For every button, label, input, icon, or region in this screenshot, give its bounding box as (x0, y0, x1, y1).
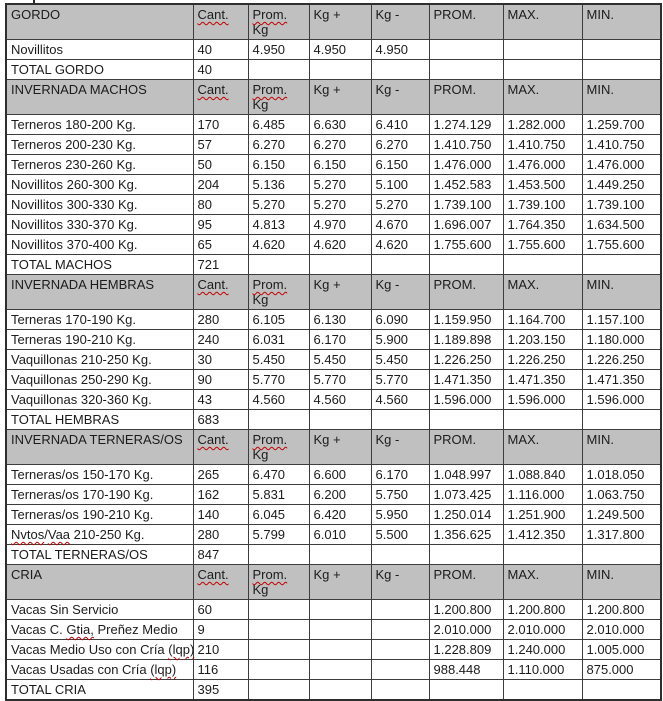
table-row (6, 465, 661, 485)
cell-max[interactable]: 1.203.150 (503, 330, 582, 350)
cell-kg-mas[interactable]: 6.010 (309, 525, 371, 545)
spellcheck-underline: (lqp) (168, 642, 195, 657)
column-header[interactable]: Kg - (371, 275, 429, 310)
cell-prom[interactable]: 1.739.100 (429, 195, 503, 215)
cell-max[interactable]: 1.755.600 (503, 235, 582, 255)
cell-total-label[interactable]: TOTAL GORDO (6, 60, 193, 80)
cell-category[interactable]: Novillitos 260-300 Kg. (6, 175, 193, 195)
cell-cant[interactable]: 9 (193, 620, 248, 640)
cell-min[interactable]: 1.200.800 (582, 600, 661, 620)
cell-min[interactable]: 1.476.000 (582, 155, 661, 175)
column-header[interactable]: MAX. (503, 80, 582, 115)
cell-prom-kg[interactable] (248, 255, 309, 275)
cell-kg-mas[interactable]: 6.130 (309, 310, 371, 330)
column-header[interactable]: PROM. (429, 430, 503, 465)
cell-kg-menos[interactable] (371, 660, 429, 680)
cell-prom[interactable]: 1.189.898 (429, 330, 503, 350)
cell-min[interactable]: 1.226.250 (582, 350, 661, 370)
table-row (6, 215, 661, 235)
column-header[interactable]: Kg + (309, 565, 371, 600)
cell-cant[interactable]: 170 (193, 115, 248, 135)
cell-max[interactable]: 1.476.000 (503, 155, 582, 175)
spellcheck-underline: Cant. (197, 7, 229, 22)
cell-min[interactable]: 1.018.050 (582, 465, 661, 485)
cell-min[interactable] (582, 40, 661, 60)
cell-category[interactable]: Vaquillonas 250-290 Kg. (6, 370, 193, 390)
cell-max[interactable]: 1.226.250 (503, 350, 582, 370)
cell-max[interactable]: 1.471.350 (503, 370, 582, 390)
cell-cant[interactable]: 40 (193, 40, 248, 60)
cell-kg-menos[interactable]: 6.150 (371, 155, 429, 175)
column-header[interactable] (193, 430, 248, 465)
cell-cant[interactable]: 65 (193, 235, 248, 255)
column-header[interactable]: PROM. (429, 275, 503, 310)
cell-total-label[interactable]: TOTAL TERNERAS/OS (6, 545, 193, 565)
cell-prom[interactable]: 1.755.600 (429, 235, 503, 255)
cell-cant[interactable]: 140 (193, 505, 248, 525)
column-header[interactable]: PROM. (429, 80, 503, 115)
cell-max[interactable] (503, 545, 582, 565)
table-row (6, 620, 661, 640)
spellcheck-underline: Prom. (252, 82, 288, 97)
table-row (6, 40, 661, 60)
cell-prom-kg[interactable]: 5.799 (248, 525, 309, 545)
column-header[interactable]: Kg + (309, 430, 371, 465)
column-header[interactable]: MAX. (503, 430, 582, 465)
cell-prom-kg[interactable]: 4.950 (248, 40, 309, 60)
cell-max[interactable]: 1.240.000 (503, 640, 582, 660)
cell-prom[interactable]: 1.226.250 (429, 350, 503, 370)
cell-prom-kg[interactable]: 4.813 (248, 215, 309, 235)
cell-max[interactable] (503, 40, 582, 60)
cell-kg-mas[interactable]: 6.150 (309, 155, 371, 175)
table-row (6, 525, 661, 545)
cell-category[interactable]: Vaquillonas 210-250 Kg. (6, 350, 193, 370)
total-row (6, 255, 661, 275)
table-row (6, 640, 661, 660)
cell-cant[interactable]: 162 (193, 485, 248, 505)
cell-prom[interactable]: 2.010.000 (429, 620, 503, 640)
cell-prom[interactable]: 1.250.014 (429, 505, 503, 525)
cell-min[interactable]: 1.180.000 (582, 330, 661, 350)
cell-kg-mas[interactable]: 4.560 (309, 390, 371, 410)
cell-min[interactable]: 1.259.700 (582, 115, 661, 135)
cell-cant[interactable]: 80 (193, 195, 248, 215)
cell-kg-menos[interactable]: 5.950 (371, 505, 429, 525)
cell-kg-menos[interactable]: 5.500 (371, 525, 429, 545)
section-title[interactable]: INVERNADA TERNERAS/OS (6, 430, 193, 465)
cell-prom-kg[interactable]: 6.105 (248, 310, 309, 330)
cell-prom[interactable]: 1.410.750 (429, 135, 503, 155)
table-row (6, 135, 661, 155)
cell-cant[interactable]: 95 (193, 215, 248, 235)
cell-prom-kg[interactable]: 6.470 (248, 465, 309, 485)
section-header-row (6, 80, 661, 115)
cell-kg-menos[interactable]: 6.170 (371, 465, 429, 485)
cell-max[interactable]: 1.412.350 (503, 525, 582, 545)
cell-kg-mas[interactable]: 6.200 (309, 485, 371, 505)
cell-prom[interactable]: 1.356.625 (429, 525, 503, 545)
cell-prom[interactable]: 1.159.950 (429, 310, 503, 330)
cell-min[interactable]: 1.739.100 (582, 195, 661, 215)
table-row (6, 600, 661, 620)
cell-prom-kg[interactable]: 5.270 (248, 195, 309, 215)
cell-prom[interactable]: 1.471.350 (429, 370, 503, 390)
cell-cant[interactable]: 60 (193, 600, 248, 620)
column-header[interactable]: Prom. Kg (248, 275, 309, 310)
table-row (6, 175, 661, 195)
cell-kg-mas[interactable] (309, 620, 371, 640)
column-header[interactable] (193, 4, 248, 40)
cell-kg-mas[interactable]: 5.270 (309, 175, 371, 195)
cell-category[interactable]: Novillitos 330-370 Kg. (6, 215, 193, 235)
cell-max[interactable]: 1.110.000 (503, 660, 582, 680)
cell-prom-kg[interactable]: 5.136 (248, 175, 309, 195)
cell-prom[interactable] (429, 255, 503, 275)
cell-prom-kg[interactable] (248, 410, 309, 430)
cell-kg-mas[interactable]: 4.620 (309, 235, 371, 255)
table-row (6, 330, 661, 350)
column-header[interactable]: Kg - (371, 4, 429, 40)
column-header[interactable]: PROM. (429, 4, 503, 40)
cell-max[interactable] (503, 60, 582, 80)
cell-kg-menos[interactable] (371, 620, 429, 640)
cell-category[interactable]: Nvtos/Vaa 210-250 Kg. (6, 525, 193, 545)
column-header[interactable]: Kg + (309, 275, 371, 310)
cell-kg-mas[interactable]: 5.770 (309, 370, 371, 390)
cell-kg-mas[interactable]: 5.270 (309, 195, 371, 215)
column-header[interactable]: PROM. (429, 565, 503, 600)
cell-max[interactable]: 1.739.100 (503, 195, 582, 215)
cell-kg-menos[interactable]: 4.670 (371, 215, 429, 235)
cell-prom-kg[interactable] (248, 60, 309, 80)
cell-category[interactable]: Vacas Sin Servicio (6, 600, 193, 620)
cell-prom[interactable]: 988.448 (429, 660, 503, 680)
column-header[interactable] (193, 275, 248, 310)
cell-kg-menos[interactable] (371, 600, 429, 620)
cell-cant[interactable]: 90 (193, 370, 248, 390)
cell-kg-mas[interactable] (309, 660, 371, 680)
cell-cant[interactable]: 280 (193, 310, 248, 330)
cell-total-label[interactable]: TOTAL CRIA (6, 680, 193, 701)
cell-kg-menos[interactable]: 5.750 (371, 485, 429, 505)
column-header[interactable]: MAX. (503, 4, 582, 40)
table-row (6, 310, 661, 330)
cell-kg-mas[interactable] (309, 60, 371, 80)
cell-kg-mas[interactable]: 6.600 (309, 465, 371, 485)
cell-min[interactable]: 2.010.000 (582, 620, 661, 640)
cell-kg-menos[interactable] (371, 255, 429, 275)
column-header[interactable]: MIN. (582, 4, 661, 40)
column-header[interactable] (193, 565, 248, 600)
cell-prom[interactable]: 1.228.809 (429, 640, 503, 660)
cell-prom[interactable]: 1.696.007 (429, 215, 503, 235)
cell-kg-menos[interactable] (371, 60, 429, 80)
cell-prom-kg[interactable] (248, 640, 309, 660)
cell-cant[interactable]: 50 (193, 155, 248, 175)
cell-cant[interactable]: 43 (193, 390, 248, 410)
cell-max[interactable]: 1.088.840 (503, 465, 582, 485)
total-row (6, 410, 661, 430)
cell-prom-kg[interactable]: 4.560 (248, 390, 309, 410)
cell-kg-mas[interactable] (309, 640, 371, 660)
table-row (6, 350, 661, 370)
cell-cant[interactable]: 116 (193, 660, 248, 680)
spellcheck-underline: Vaa (47, 527, 71, 542)
cell-max[interactable] (503, 680, 582, 701)
cell-category[interactable]: Terneras/os 190-210 Kg. (6, 505, 193, 525)
table-row (6, 390, 661, 410)
cell-max[interactable] (503, 410, 582, 430)
section-title[interactable]: INVERNADA MACHOS (6, 80, 193, 115)
cell-prom-kg[interactable]: 5.770 (248, 370, 309, 390)
cell-cant[interactable]: 30 (193, 350, 248, 370)
cell-max[interactable]: 1.116.000 (503, 485, 582, 505)
cell-min[interactable]: 1.596.000 (582, 390, 661, 410)
table-row (6, 505, 661, 525)
cell-kg-mas[interactable]: 4.950 (309, 40, 371, 60)
cell-kg-mas[interactable]: 6.630 (309, 115, 371, 135)
section-title[interactable]: CRIA (6, 565, 193, 600)
column-header[interactable]: Kg + (309, 80, 371, 115)
cell-min[interactable] (582, 680, 661, 701)
cell-prom[interactable]: 1.073.425 (429, 485, 503, 505)
cell-min[interactable]: 1.449.250 (582, 175, 661, 195)
spellcheck-underline: Prom. (252, 567, 288, 582)
cell-prom[interactable]: 1.200.800 (429, 600, 503, 620)
cell-max[interactable]: 1.164.700 (503, 310, 582, 330)
table-row (6, 115, 661, 135)
cell-prom[interactable]: 1.452.583 (429, 175, 503, 195)
cell-max[interactable]: 1.200.800 (503, 600, 582, 620)
cell-category[interactable]: Novillitos 370-400 Kg. (6, 235, 193, 255)
column-header[interactable]: Kg - (371, 565, 429, 600)
column-header[interactable]: Prom. Kg (248, 430, 309, 465)
section-header-row (6, 430, 661, 465)
cell-max[interactable]: 1.596.000 (503, 390, 582, 410)
spellcheck-underline: Cant. (197, 567, 229, 582)
cell-max[interactable]: 1.282.000 (503, 115, 582, 135)
table-row (6, 485, 661, 505)
cell-category[interactable]: Terneros 180-200 Kg. (6, 115, 193, 135)
cell-prom-kg[interactable]: 6.045 (248, 505, 309, 525)
cell-prom[interactable]: 1.048.997 (429, 465, 503, 485)
total-row (6, 680, 661, 701)
cell-category[interactable]: Vacas Medio Uso con Cría (lqp) (6, 640, 193, 660)
cell-min[interactable]: 1.317.800 (582, 525, 661, 545)
cell-kg-mas[interactable]: 5.450 (309, 350, 371, 370)
cell-max[interactable]: 1.251.900 (503, 505, 582, 525)
cell-kg-mas[interactable] (309, 410, 371, 430)
cell-kg-menos[interactable]: 4.620 (371, 235, 429, 255)
cell-min[interactable]: 1.249.500 (582, 505, 661, 525)
cell-total-label[interactable]: TOTAL MACHOS (6, 255, 193, 275)
spellcheck-underline: Cant. (197, 432, 229, 447)
cell-min[interactable]: 875.000 (582, 660, 661, 680)
spellcheck-underline: Prom. (252, 277, 288, 292)
section-header-row (6, 4, 661, 40)
cell-category[interactable]: Terneras 190-210 Kg. (6, 330, 193, 350)
cell-category[interactable]: Vacas Usadas con Cría (lqp) (6, 660, 193, 680)
table-row (6, 660, 661, 680)
cell-min[interactable] (582, 545, 661, 565)
cell-total-cant[interactable]: 847 (193, 545, 248, 565)
section-title[interactable]: GORDO (6, 4, 193, 40)
column-header[interactable]: MIN. (582, 430, 661, 465)
column-header[interactable]: Prom. Kg (248, 565, 309, 600)
cell-cant[interactable]: 265 (193, 465, 248, 485)
cell-prom[interactable] (429, 545, 503, 565)
spellcheck-underline: (lqp) (150, 662, 177, 677)
cell-cant[interactable]: 210 (193, 640, 248, 660)
column-header[interactable]: Kg - (371, 80, 429, 115)
column-header[interactable]: MIN. (582, 565, 661, 600)
cell-kg-mas[interactable] (309, 545, 371, 565)
cell-kg-menos[interactable] (371, 640, 429, 660)
cell-category[interactable]: Terneras 170-190 Kg. (6, 310, 193, 330)
column-header[interactable]: Kg - (371, 430, 429, 465)
cell-kg-menos[interactable]: 4.560 (371, 390, 429, 410)
cell-prom-kg[interactable]: 5.831 (248, 485, 309, 505)
cell-kg-mas[interactable]: 4.970 (309, 215, 371, 235)
cell-category[interactable]: Terneras/os 150-170 Kg. (6, 465, 193, 485)
spellcheck-underline: Nvtos (11, 527, 45, 542)
cell-max[interactable]: 1.453.500 (503, 175, 582, 195)
spellcheck-underline: Cant. (197, 82, 229, 97)
cell-prom-kg[interactable] (248, 680, 309, 701)
total-row (6, 60, 661, 80)
cell-kg-menos[interactable] (371, 680, 429, 701)
cell-prom[interactable] (429, 410, 503, 430)
column-header[interactable]: Kg + (309, 4, 371, 40)
section-title[interactable]: INVERNADA HEMBRAS (6, 275, 193, 310)
cell-min[interactable] (582, 60, 661, 80)
cell-kg-menos[interactable]: 5.770 (371, 370, 429, 390)
column-header[interactable]: MAX. (503, 275, 582, 310)
cell-prom[interactable]: 1.274.129 (429, 115, 503, 135)
cell-kg-mas[interactable]: 6.420 (309, 505, 371, 525)
cell-cant[interactable]: 204 (193, 175, 248, 195)
cell-category[interactable]: Novillitos (6, 40, 193, 60)
cell-kg-mas[interactable]: 6.170 (309, 330, 371, 350)
cell-kg-menos[interactable]: 6.270 (371, 135, 429, 155)
cell-category[interactable]: Terneros 230-260 Kg. (6, 155, 193, 175)
cell-cant[interactable]: 280 (193, 525, 248, 545)
cell-min[interactable]: 1.634.500 (582, 215, 661, 235)
cell-min[interactable]: 1.063.750 (582, 485, 661, 505)
cell-max[interactable] (503, 255, 582, 275)
cell-prom[interactable] (429, 680, 503, 701)
cell-prom-kg[interactable]: 4.620 (248, 235, 309, 255)
cell-prom-kg[interactable] (248, 620, 309, 640)
column-header[interactable]: MAX. (503, 565, 582, 600)
cell-category[interactable]: Vacas C. Gtia, Preñez Medio (6, 620, 193, 640)
cell-total-cant[interactable]: 40 (193, 60, 248, 80)
cell-prom-kg[interactable]: 6.485 (248, 115, 309, 135)
cell-min[interactable]: 1.410.750 (582, 135, 661, 155)
spellcheck-underline: Gtia, (66, 622, 94, 637)
cell-kg-mas[interactable]: 6.270 (309, 135, 371, 155)
cell-total-cant[interactable]: 721 (193, 255, 248, 275)
cell-kg-mas[interactable] (309, 680, 371, 701)
spellcheck-underline: Prom. (252, 432, 288, 447)
cell-category[interactable]: Novillitos 300-330 Kg. (6, 195, 193, 215)
cell-prom-kg[interactable]: 6.031 (248, 330, 309, 350)
cell-total-cant[interactable]: 683 (193, 410, 248, 430)
cell-prom[interactable]: 1.596.000 (429, 390, 503, 410)
cell-kg-menos[interactable]: 5.270 (371, 195, 429, 215)
cell-total-cant[interactable]: 395 (193, 680, 248, 701)
cell-kg-menos[interactable]: 4.950 (371, 40, 429, 60)
cell-kg-mas[interactable] (309, 255, 371, 275)
cell-kg-menos[interactable] (371, 545, 429, 565)
cell-kg-menos[interactable]: 5.450 (371, 350, 429, 370)
column-header[interactable]: MIN. (582, 80, 661, 115)
cell-prom[interactable]: 1.476.000 (429, 155, 503, 175)
cell-min[interactable] (582, 410, 661, 430)
column-header[interactable]: MIN. (582, 275, 661, 310)
total-row (6, 545, 661, 565)
cell-cant[interactable]: 57 (193, 135, 248, 155)
section-header-row (6, 275, 661, 310)
column-header[interactable] (193, 80, 248, 115)
section-header-row (6, 565, 661, 600)
cell-prom[interactable] (429, 40, 503, 60)
cell-total-label[interactable]: TOTAL HEMBRAS (6, 410, 193, 430)
cell-prom[interactable] (429, 60, 503, 80)
cell-kg-mas[interactable] (309, 600, 371, 620)
cell-min[interactable]: 1.755.600 (582, 235, 661, 255)
cell-prom-kg[interactable]: 6.150 (248, 155, 309, 175)
cell-prom-kg[interactable] (248, 600, 309, 620)
spellcheck-underline: Cant. (197, 277, 229, 292)
spellcheck-underline: Prom. (252, 7, 288, 22)
cell-prom-kg[interactable] (248, 660, 309, 680)
cell-kg-menos[interactable]: 5.900 (371, 330, 429, 350)
column-header[interactable]: Prom. Kg (248, 4, 309, 40)
cell-kg-menos[interactable]: 6.410 (371, 115, 429, 135)
cell-min[interactable]: 1.157.100 (582, 310, 661, 330)
cell-min[interactable]: 1.005.000 (582, 640, 661, 660)
table-row (6, 195, 661, 215)
table-row (6, 235, 661, 255)
cell-kg-menos[interactable]: 6.090 (371, 310, 429, 330)
cell-cant[interactable]: 240 (193, 330, 248, 350)
cell-category[interactable]: Terneras/os 170-190 Kg. (6, 485, 193, 505)
cell-prom-kg[interactable] (248, 545, 309, 565)
cell-max[interactable]: 1.410.750 (503, 135, 582, 155)
cell-kg-menos[interactable] (371, 410, 429, 430)
cell-max[interactable]: 1.764.350 (503, 215, 582, 235)
cell-min[interactable]: 1.471.350 (582, 370, 661, 390)
table-row (6, 155, 661, 175)
cell-prom-kg[interactable]: 6.270 (248, 135, 309, 155)
cell-min[interactable] (582, 255, 661, 275)
column-header[interactable]: Prom. Kg (248, 80, 309, 115)
cell-kg-menos[interactable]: 5.100 (371, 175, 429, 195)
table-row (6, 370, 661, 390)
cell-category[interactable]: Vaquillonas 320-360 Kg. (6, 390, 193, 410)
cell-category[interactable]: Terneros 200-230 Kg. (6, 135, 193, 155)
livestock-price-table (5, 3, 662, 701)
cell-prom-kg[interactable]: 5.450 (248, 350, 309, 370)
cell-max[interactable]: 2.010.000 (503, 620, 582, 640)
